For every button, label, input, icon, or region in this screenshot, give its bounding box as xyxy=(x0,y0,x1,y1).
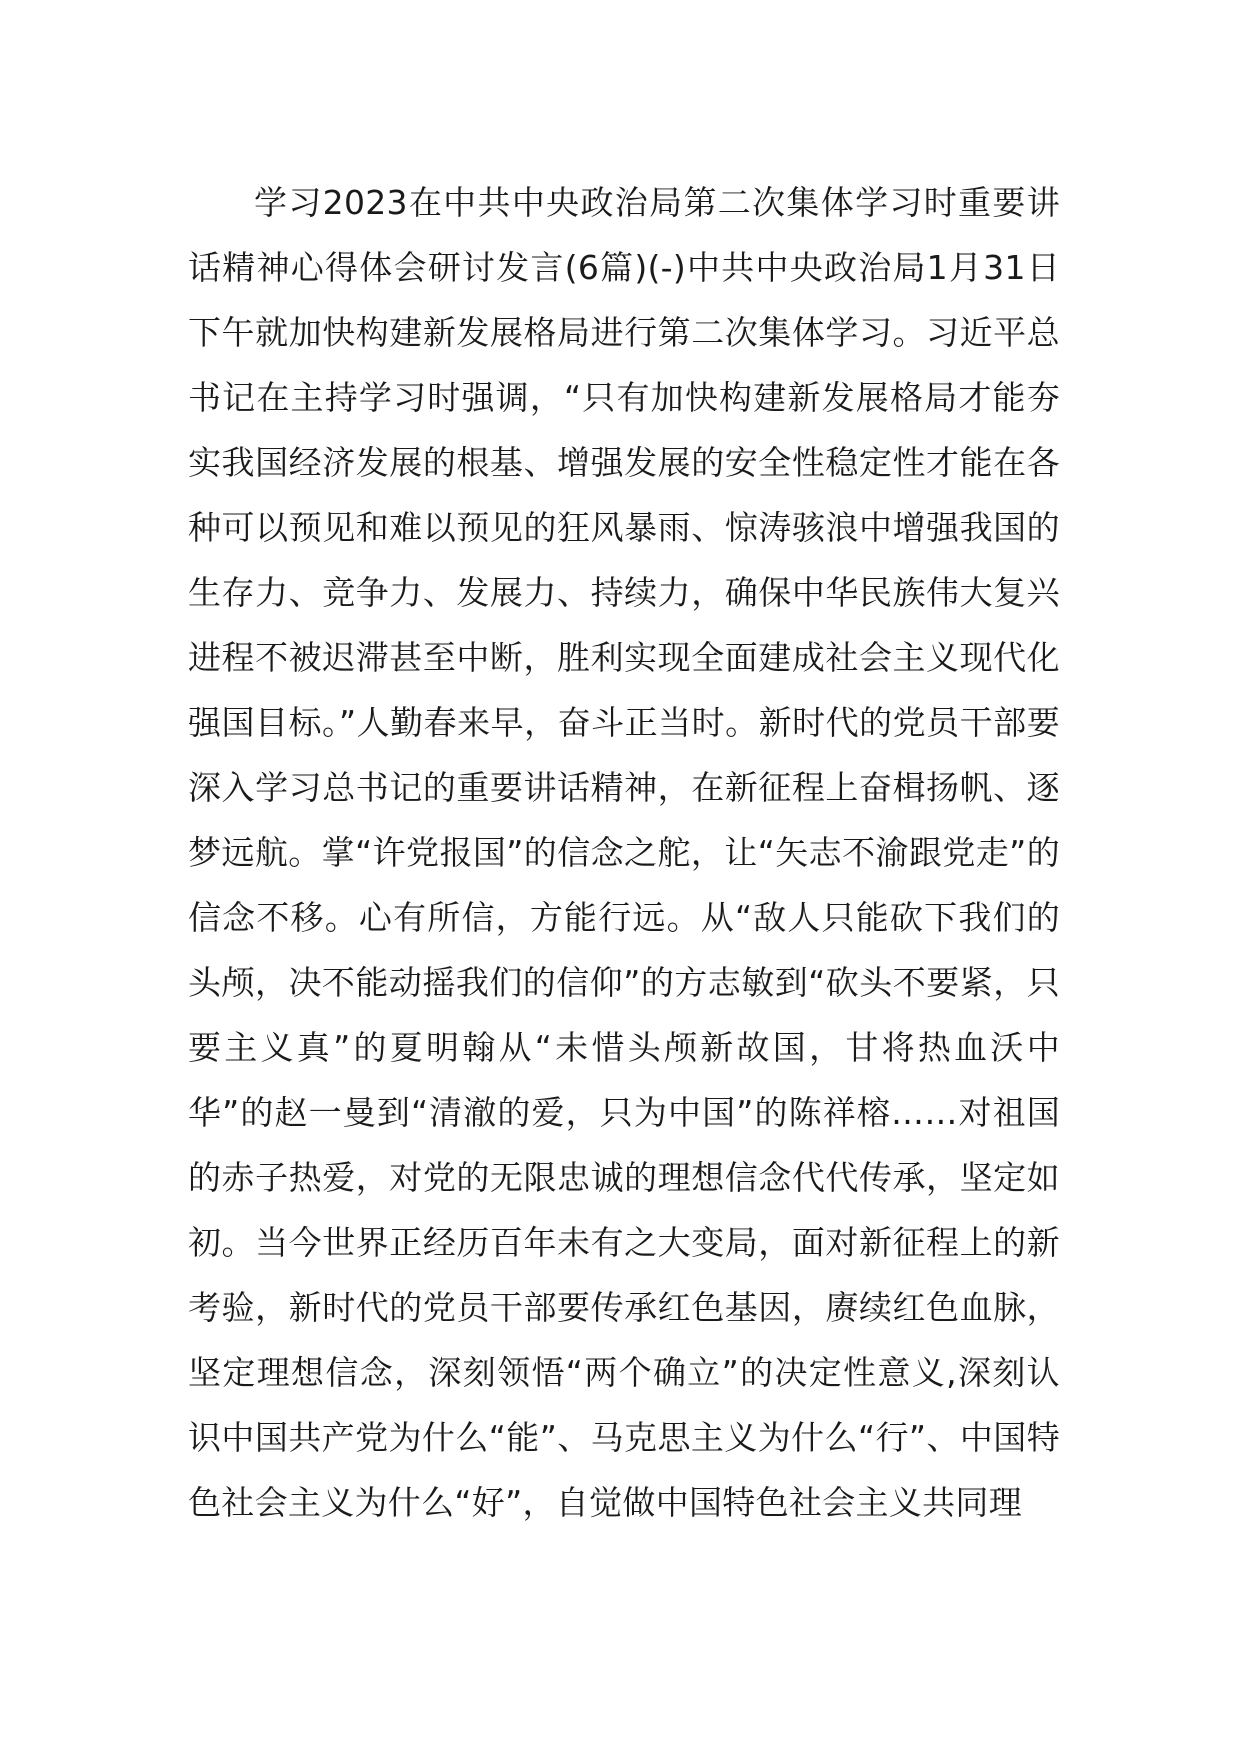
body-paragraph: 学习2023在中共中央政治局第二次集体学习时重要讲话精神心得体会研讨发言(6篇)(-)中共中央政治局1月31日下午就加快构建新发展格局进行第二次集体学习。习近平总书记在主持学习时强调，“只有加快构建新发展格局才能夯实我国经济发展的根基、增强发展的安全性稳定性才能在各种可以预见和难以预见的狂风暴雨、惊涛骇浪中增强我国的生存力、竞争力、发展力、持续力，确保中华民族伟大复兴进程不被迟滞甚至中断，胜利实现全面建成社会主义现代化强国目标。”人勤春来早，奋斗正当时。新时代的党员干部要深入学习总书记的重要讲话精神，在新征程上奋楫扬帆、逐梦远航。掌“许党报国”的信念之舵，让“矢志不渝跟党走”的信念不移。心有所信，方能行远。从“敌人只能砍下我们的头颅，决不能动摇我们的信仰”的方志敏到“砍头不要紧，只要主义真”的夏明翰从“未惜头颅新故国，甘将热血沃中华”的赵一曼到“清澈的爱，只为中国”的陈祥榕……对祖国的赤子热爱，对党的无限忠诚的理想信念代代传承，坚定如初。当今世界正经历百年未有之大变局，面对新征程上的新考验，新时代的党员干部要传承红色基因，赓续红色血脉，坚定理想信念，深刻领悟“两个确立”的决定性意义,深刻认识中国共产党为什么“能”、马克思主义为什么“行”、中国特色社会主义为什么“好”，自觉做中国特色社会主义共同理 xyxy=(188,183,1060,1522)
